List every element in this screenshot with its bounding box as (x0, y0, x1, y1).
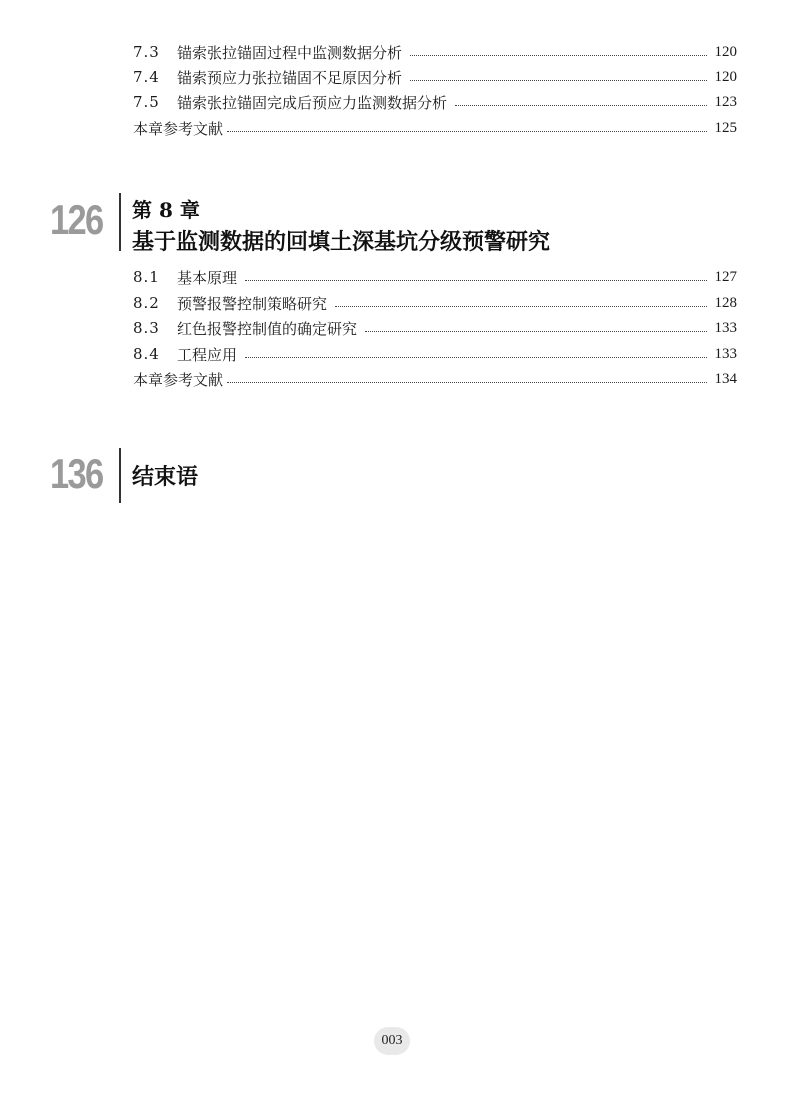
page-ref: 134 (714, 370, 737, 387)
dot-leader (455, 104, 706, 106)
dot-leader (245, 356, 706, 358)
dot-leader (245, 279, 706, 281)
references-title: 本章参考文献 (133, 370, 224, 389)
toc-entry-ch8-references[interactable] (133, 367, 737, 391)
page-number: 003 (374, 1027, 410, 1055)
chapter-8-start-page: 126 (50, 196, 103, 243)
section-number: 7.4 (133, 68, 160, 86)
toc-entry-7-5[interactable] (133, 90, 737, 114)
dot-leader (365, 330, 706, 332)
page-ref: 123 (714, 93, 737, 110)
chapter-8-label: 第 8 章 (132, 198, 200, 222)
section-title: 锚索张拉锚固过程中监测数据分析 (177, 43, 403, 62)
page-ref: 120 (714, 68, 737, 85)
section-title: 红色报警控制值的确定研究 (177, 319, 358, 338)
dot-leader (410, 54, 706, 56)
toc-entry-ch7-references[interactable] (133, 116, 737, 140)
page-ref: 133 (714, 345, 737, 362)
section-title: 工程应用 (177, 345, 238, 364)
chapter-8-title[interactable]: 基于监测数据的回填土深基坑分级预警研究 (132, 229, 551, 255)
toc-entry-7-3[interactable] (133, 40, 737, 64)
references-title: 本章参考文献 (133, 119, 224, 138)
conclusion-start-page: 136 (50, 450, 103, 497)
section-title: 锚索预应力张拉锚固不足原因分析 (177, 68, 403, 87)
dot-leader (335, 305, 706, 307)
section-title: 预警报警控制策略研究 (177, 294, 328, 313)
page-ref: 127 (714, 268, 737, 285)
section-number: 8.3 (133, 319, 160, 337)
page-ref: 133 (714, 319, 737, 336)
toc-entry-8-3[interactable] (133, 316, 737, 340)
section-title: 锚索张拉锚固完成后预应力监测数据分析 (177, 93, 448, 112)
page-ref: 128 (714, 294, 737, 311)
section-number: 8.2 (133, 294, 160, 312)
toc-entry-8-4[interactable] (133, 342, 737, 366)
dot-leader (227, 381, 706, 383)
page-ref: 125 (714, 119, 737, 136)
dot-leader (410, 79, 706, 81)
section-title: 基本原理 (177, 268, 238, 287)
section-number: 7.5 (133, 93, 160, 111)
conclusion-title[interactable]: 结束语 (132, 464, 199, 490)
page-ref: 120 (714, 43, 737, 60)
toc-entry-8-2[interactable] (133, 291, 737, 315)
section-number: 8.4 (133, 345, 160, 363)
toc-entry-7-4[interactable] (133, 65, 737, 89)
section-number: 8.1 (133, 268, 160, 286)
section-number: 7.3 (133, 43, 160, 61)
toc-entry-8-1[interactable] (133, 265, 737, 289)
dot-leader (227, 130, 706, 132)
chapter-divider (119, 193, 121, 251)
chapter-divider (119, 448, 121, 503)
